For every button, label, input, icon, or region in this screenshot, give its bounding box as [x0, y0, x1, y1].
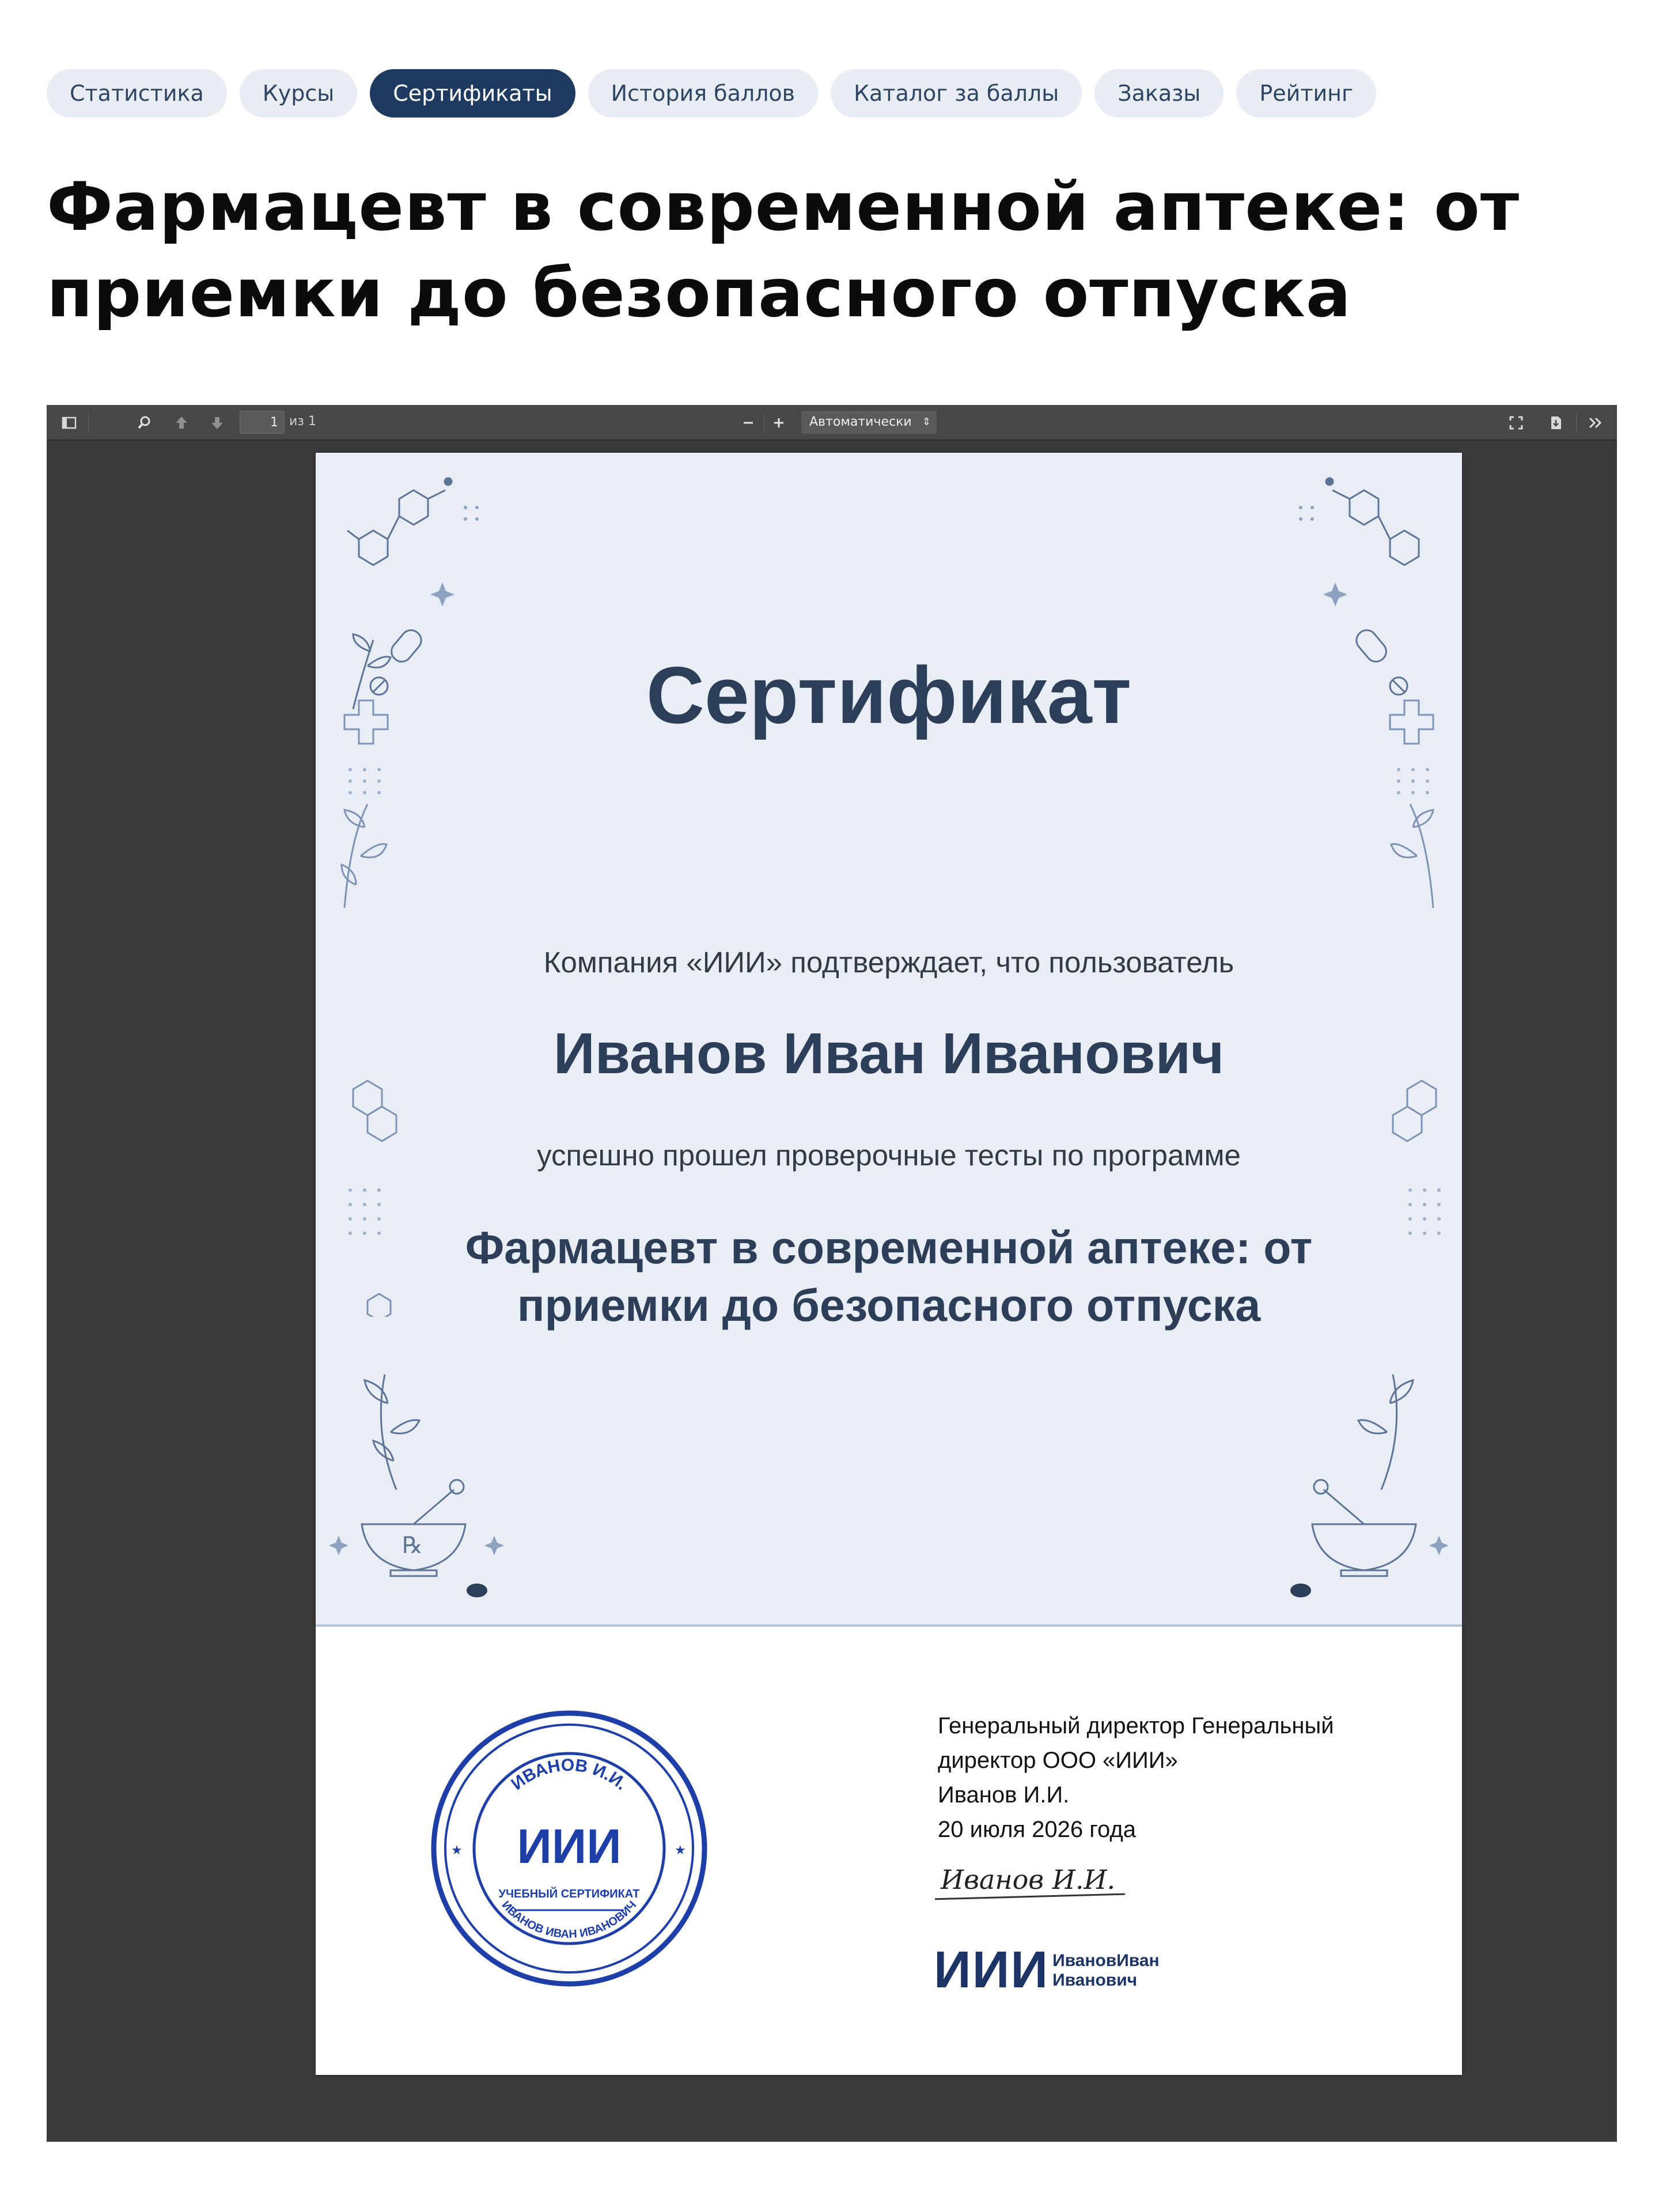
select-arrows-icon: ⇕: [922, 416, 931, 428]
pdf-page: [316, 453, 1462, 2075]
certificate-heading: Сертификат: [646, 650, 1132, 740]
search-icon[interactable]: [133, 412, 155, 434]
logo-text-line-1: ИвановИван: [1052, 1950, 1160, 1970]
hexagon-ornament-right-icon: [1370, 1075, 1450, 1317]
mortar-pestle-right-icon: [1243, 1317, 1450, 1605]
pdf-toolbar: [47, 405, 1617, 441]
tab-bar: [47, 69, 1376, 118]
course-title-line-1: Фармацевт в современной аптеке: от: [465, 1222, 1313, 1273]
signer-info: [938, 1709, 1387, 1847]
tab-courses[interactable]: Курсы: [240, 69, 357, 118]
zoom-value: Автоматически: [809, 415, 912, 429]
course-title-line-2: приемки до безопасного отпуска: [517, 1279, 1261, 1331]
page-count: из 1: [289, 414, 316, 429]
stamp-seal-icon: [428, 1707, 710, 1990]
tab-points-history[interactable]: История баллов: [588, 69, 818, 118]
arrow-down-icon[interactable]: [206, 412, 228, 434]
certificate-header-area: [316, 453, 1462, 1627]
recipient-name: Иванов Иван Иванович: [553, 1021, 1225, 1086]
hexagon-ornament-icon: [339, 1075, 419, 1317]
minus-icon[interactable]: [737, 412, 759, 434]
svg-text:ИВАНОВ ИВАН ИВАНОВИЧ: [499, 1899, 639, 1941]
stamp-top-text: ИВАНОВ И.И.: [507, 1755, 631, 1794]
stamp-center-text: ИИИ: [517, 1819, 622, 1873]
tab-certificates[interactable]: Сертификаты: [370, 69, 575, 118]
double-chevron-icon[interactable]: [1585, 412, 1607, 434]
course-title: [431, 1219, 1347, 1334]
tab-rating[interactable]: Рейтинг: [1236, 69, 1376, 118]
page-title-line-2: приемки до безопасного отпуска: [47, 255, 1352, 332]
tab-orders[interactable]: Заказы: [1094, 69, 1224, 118]
tab-statistics[interactable]: Статистика: [47, 69, 227, 118]
handwritten-signature: Иванов И.И.: [941, 1864, 1116, 1895]
svg-text:℞: ℞: [402, 1532, 423, 1559]
signer-position-line-1: Генеральный директор Генеральный: [938, 1713, 1334, 1738]
svg-text:★: ★: [675, 1843, 686, 1858]
svg-text:★: ★: [451, 1843, 463, 1858]
certificate-date: 20 июля 2026 года: [938, 1817, 1136, 1842]
logo-text-line-2: Иванович: [1052, 1970, 1138, 1990]
mortar-pestle-icon: [327, 1317, 535, 1605]
page-number-input[interactable]: [240, 411, 285, 434]
page-title-line-1: Фармацевт в современной аптеке: от: [47, 168, 1520, 246]
zoom-select[interactable]: [801, 411, 937, 434]
svg-text:ИВАНОВ И.И.: [507, 1756, 631, 1794]
download-icon[interactable]: [1545, 412, 1567, 434]
pdf-viewer: [47, 405, 1617, 2142]
stamp-bottom-text: ИВАНОВ ИВАН ИВАНОВИЧ: [499, 1899, 639, 1941]
plus-icon[interactable]: [768, 412, 790, 434]
sidebar-toggle-icon[interactable]: [58, 412, 80, 434]
signer-position-line-2: директор ООО «ИИИ»: [938, 1748, 1178, 1773]
arrow-up-icon[interactable]: [171, 412, 192, 434]
page-title: [47, 164, 1544, 337]
logo-mark: ИИИ: [934, 1941, 1050, 1999]
logo-text: [1052, 1951, 1160, 1990]
company-logo: [934, 1941, 1160, 2000]
stamp-subtitle-text: УЧЕБНЫЙ СЕРТИФИКАТ: [498, 1888, 640, 1900]
certificate-completion-text: успешно прошел проверочные тесты по программе: [537, 1139, 1241, 1172]
signer-name: Иванов И.И.: [938, 1782, 1070, 1808]
tab-points-catalog[interactable]: Каталог за баллы: [831, 69, 1082, 118]
certificate-confirmation-text: Компания «ИИИ» подтверждает, что пользователь: [543, 946, 1234, 979]
fullscreen-icon[interactable]: [1505, 412, 1527, 434]
